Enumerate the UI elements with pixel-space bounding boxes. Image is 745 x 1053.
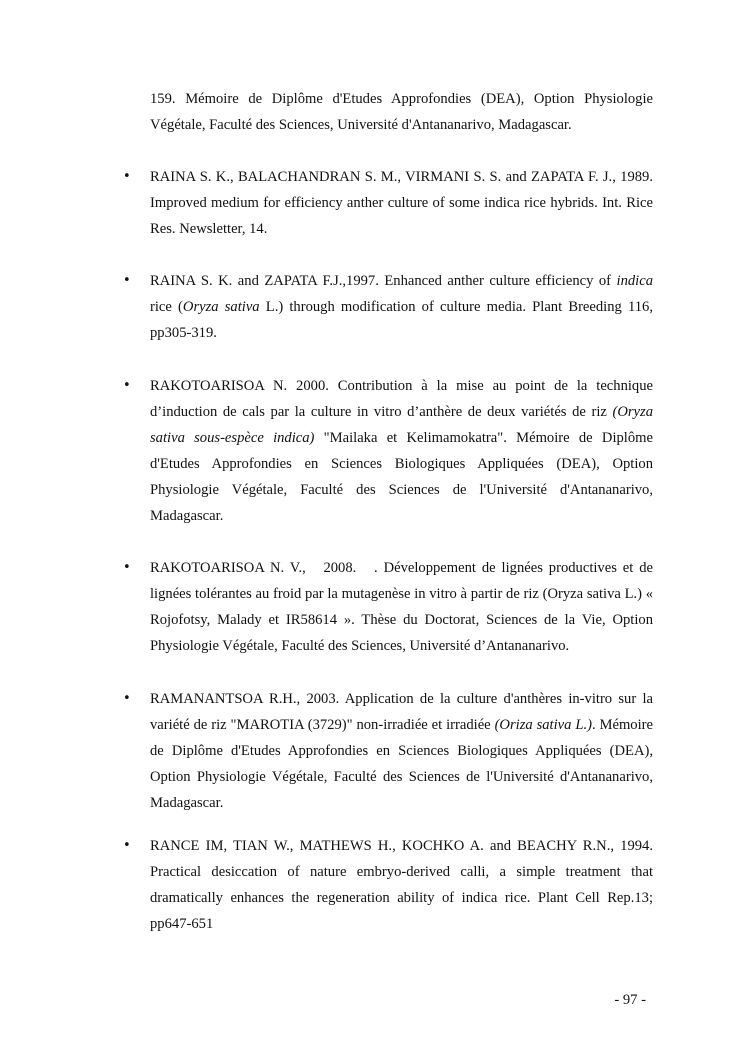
bullet-icon: •: [123, 838, 131, 853]
ref-text-italic: Oryza sativa: [182, 299, 260, 315]
reference-continuation: [150, 86, 653, 138]
page-number: - 97 -: [614, 992, 646, 1008]
reference-item: [123, 686, 653, 816]
ref-text: RAKOTOARISOA N. V., 2008. . Développement de lignées productives et de lignées tolérantes au froid par la mutagenèse in vitro à partir de riz (Oryza sativa L.) « Rojofotsy, Malady et IR58614 ». Thèse du Doctorat, Sciences de la Vie, Option Physiologie Végétale, Faculté des Sciences, Université d’Antananarivo.: [150, 560, 657, 654]
bullet-icon: •: [123, 169, 131, 184]
bullet-icon: •: [123, 273, 131, 288]
ref-text-italic: indica: [616, 273, 653, 289]
reference-item: [123, 833, 653, 937]
ref-text-italic: (Oryza sativa sous-espèce indica): [150, 404, 653, 446]
ref-text: rice (: [150, 299, 183, 315]
ref-text: RAINA S. K. and ZAPATA F.J.,1997. Enhanced anther culture efficiency of: [150, 273, 617, 289]
ref-text: RAINA S. K., BALACHANDRAN S. M., VIRMANI S. S. and ZAPATA F. J., 1989. Improved medium for efficiency anther culture of some indica rice hybrids. Int. Rice Res. Newsletter, 14.: [150, 169, 653, 237]
ref-text: RAMANANTSOA R.H., 2003. Application de la culture d'anthères in-vitro sur la variété de riz "MAROTIA (3729)" non-irradiée et irradiée: [150, 691, 653, 733]
ref-text: "Mailaka et Kelimamokatra". Mémoire de Diplôme d'Etudes Approfondies en Sciences Biologiques Appliquées (DEA), Option Physiologie Végétale, Faculté des Sciences de l'Université d'Antananarivo, Madagascar.: [150, 430, 653, 524]
bullet-icon: •: [123, 691, 131, 706]
reference-item: [123, 268, 653, 346]
reference-item: [123, 555, 657, 659]
ref-text: 159. Mémoire de Diplôme d'Etudes Approfondies (DEA), Option Physiologie Végétale, Faculté des Sciences, Université d'Antananarivo, Madagascar.: [150, 91, 653, 133]
ref-text-italic: (Oriza sativa L.): [494, 717, 592, 733]
reference-item: [123, 373, 653, 529]
reference-item: [123, 164, 653, 242]
bullet-icon: •: [123, 378, 131, 393]
ref-text: RANCE IM, TIAN W., MATHEWS H., KOCHKO A. and BEACHY R.N., 1994. Practical desiccation of nature embryo-derived calli, a simple treatment that dramatically enhances the regeneration ability of indica rice. Plant Cell Rep.13; pp647-651: [150, 838, 653, 932]
bullet-icon: •: [123, 560, 131, 575]
ref-text: L.) through modification of culture media. Plant Breeding 116, pp305-319.: [150, 299, 653, 341]
ref-text: . Mémoire de Diplôme d'Etudes Approfondies en Sciences Biologiques Appliquées (DEA), Option Physiologie Végétale, Faculté des Sciences de l'Université d'Antananarivo, Madagascar.: [150, 717, 653, 811]
ref-text: RAKOTOARISOA N. 2000. Contribution à la mise au point de la technique d’induction de cals par la culture in vitro d’anthère de deux variétés de riz: [150, 378, 653, 420]
